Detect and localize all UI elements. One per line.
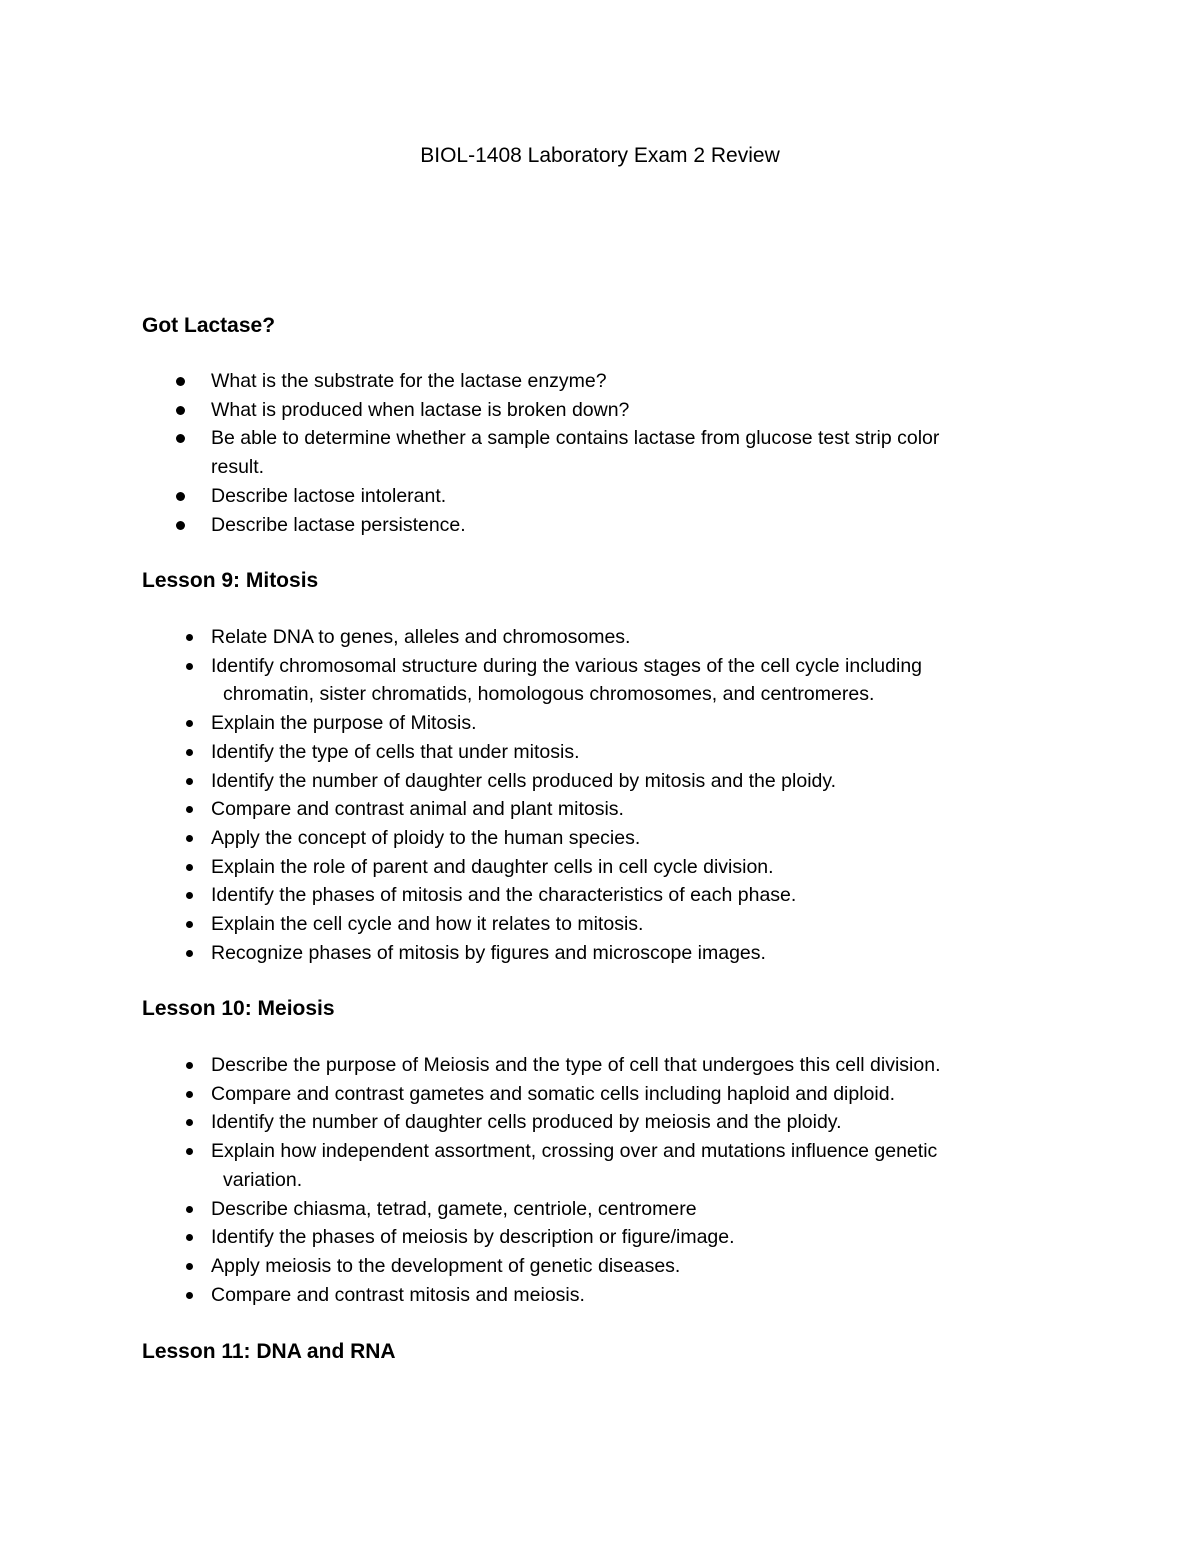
bullet-icon	[176, 521, 185, 530]
section-heading-lesson-9: Lesson 9: Mitosis	[142, 569, 319, 592]
list-item: Relate DNA to genes, alleles and chromosomes.	[142, 623, 1042, 652]
list-item: Identify the phases of meiosis by description or figure/image.	[142, 1223, 1042, 1252]
section-heading-lesson-11: Lesson 11: DNA and RNA	[142, 1340, 396, 1363]
bullet-icon	[186, 778, 193, 785]
list-item: Explain how independent assortment, crossing over and mutations influence genetic variation.	[142, 1137, 1042, 1194]
list-item: Compare and contrast gametes and somatic cells including haploid and diploid.	[142, 1080, 1042, 1109]
list-item: Explain the purpose of Mitosis.	[142, 709, 1042, 738]
bullet-icon	[186, 1148, 193, 1155]
bullet-icon	[186, 634, 193, 641]
bullet-icon	[186, 835, 193, 842]
list-item: Explain the cell cycle and how it relates to mitosis.	[142, 910, 1042, 939]
list-item: What is produced when lactase is broken down?	[142, 396, 1042, 425]
bullet-icon	[186, 1091, 193, 1098]
bullet-icon	[186, 1292, 193, 1299]
list-item: Describe the purpose of Meiosis and the type of cell that undergoes this cell division.	[142, 1051, 1042, 1080]
bullet-icon	[186, 892, 193, 899]
bullet-icon	[186, 1062, 193, 1069]
bullet-icon	[186, 1234, 193, 1241]
list-item: Describe chiasma, tetrad, gamete, centriole, centromere	[142, 1195, 1042, 1224]
document-title: BIOL-1408 Laboratory Exam 2 Review	[420, 144, 780, 167]
list-item: Compare and contrast mitosis and meiosis.	[142, 1281, 1042, 1310]
bullet-list-got-lactase	[142, 367, 1042, 539]
bullet-icon	[186, 921, 193, 928]
bullet-icon	[186, 663, 193, 670]
list-item: Recognize phases of mitosis by figures and microscope images.	[142, 939, 1042, 968]
bullet-icon	[186, 950, 193, 957]
list-item: Apply meiosis to the development of genetic diseases.	[142, 1252, 1042, 1281]
bullet-icon	[176, 406, 185, 415]
list-item: Apply the concept of ploidy to the human species.	[142, 824, 1042, 853]
bullet-icon	[176, 377, 185, 386]
list-item: What is the substrate for the lactase enzyme?	[142, 367, 1042, 396]
bullet-icon	[186, 720, 193, 727]
list-item: Identify chromosomal structure during the various stages of the cell cycle including chromatin, sister chromatids, homologous chromosomes, and centromeres.	[142, 652, 1042, 709]
section-heading-got-lactase: Got Lactase?	[142, 314, 276, 337]
bullet-list-lesson-10	[142, 1051, 1042, 1309]
list-item: Identify the phases of mitosis and the characteristics of each phase.	[142, 881, 1042, 910]
list-item: Be able to determine whether a sample contains lactase from glucose test strip color result.	[142, 424, 1042, 481]
bullet-icon	[186, 806, 193, 813]
bullet-icon	[186, 864, 193, 871]
bullet-icon	[186, 1263, 193, 1270]
bullet-icon	[176, 492, 185, 501]
list-item: Compare and contrast animal and plant mitosis.	[142, 795, 1042, 824]
section-heading-lesson-10: Lesson 10: Meiosis	[142, 997, 335, 1020]
bullet-list-lesson-9	[142, 623, 1042, 967]
bullet-icon	[186, 749, 193, 756]
list-item: Describe lactose intolerant.	[142, 482, 1042, 511]
list-item: Identify the type of cells that under mitosis.	[142, 738, 1042, 767]
list-item: Describe lactase persistence.	[142, 511, 1042, 540]
list-item: Identify the number of daughter cells produced by mitosis and the ploidy.	[142, 767, 1042, 796]
bullet-icon	[186, 1119, 193, 1126]
list-item: Explain the role of parent and daughter cells in cell cycle division.	[142, 853, 1042, 882]
bullet-icon	[176, 434, 185, 443]
list-item: Identify the number of daughter cells produced by meiosis and the ploidy.	[142, 1108, 1042, 1137]
bullet-icon	[186, 1206, 193, 1213]
